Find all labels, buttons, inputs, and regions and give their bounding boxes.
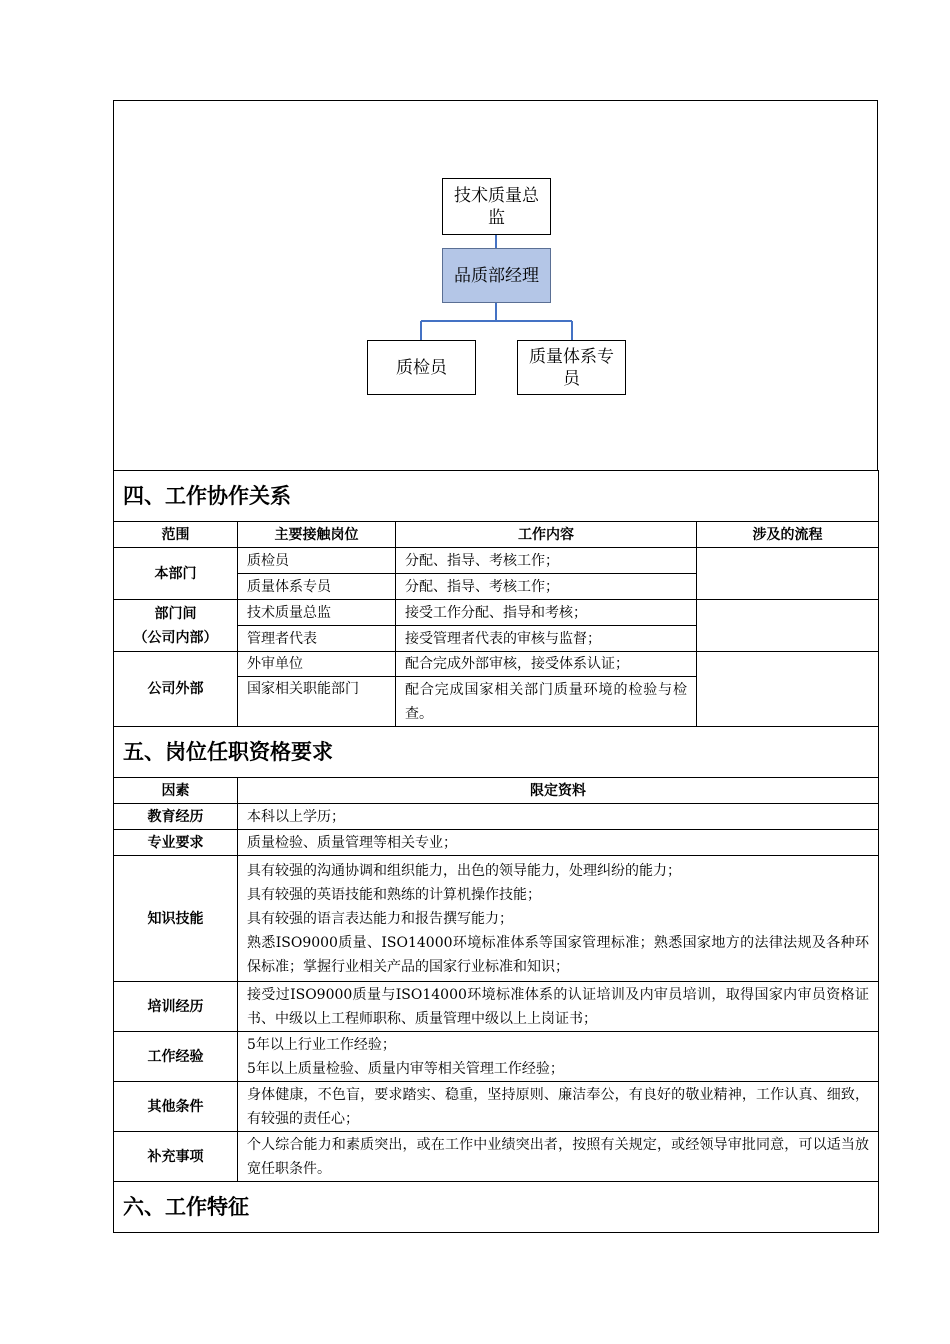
requirement-line: 具有较强的英语技能和熟练的计算机操作技能； [247,886,541,903]
requirement-line: 身体健康，不色盲，要求踏实、稳重，坚持原则、廉洁奉公，有良好的敬业精神，工作认真、细致，有较强的责任心； [247,1086,869,1127]
requirement-cell [238,1082,879,1132]
document [113,100,878,1233]
collaboration-table [113,470,879,727]
factor-label: 培训经历 [114,982,238,1032]
requirement-line: 具有较强的语言表达能力和报告撰写能力； [247,910,513,927]
requirement-line: 熟悉ISO9000质量、ISO14000环境标准体系等国家管理标准；熟悉国家地方的法律法规及各种环保标准；掌握行业相关产品的国家行业标准和知识； [247,934,869,975]
factor-label: 补充事项 [114,1132,238,1182]
section-title-job-features: 六、工作特征 [114,1182,879,1233]
factor-label: 教育经历 [114,804,238,830]
col-header-factor: 因素 [114,778,238,804]
col-header-work-content: 工作内容 [396,522,697,548]
requirement-line: 质量检验、质量管理等相关专业； [247,834,457,851]
requirement-cell [238,1132,879,1182]
scope-label: 本部门 [154,565,197,582]
requirement-cell [238,804,879,830]
org-node-quality-manager: 品质部经理 [442,248,551,303]
requirement-line: 接受过ISO9000质量与ISO14000环境标准体系的认证培训及内审员培训，取得国家内审员资格证书、中级以上工程师职称、质量管理中级以上上岗证书； [247,986,869,1027]
process-cell [697,652,879,727]
work-content-cell: 配合完成国家相关部门质量环境的检验与检查。 [396,677,697,727]
factor-label: 专业要求 [114,830,238,856]
process-cell [697,600,879,652]
col-header-scope: 范围 [114,522,238,548]
scope-cell [114,652,238,727]
col-header-requirement: 限定资料 [238,778,879,804]
org-chart [113,100,878,471]
work-content-cell: 接受工作分配、指导和考核； [396,600,697,626]
process-cell [697,548,879,600]
scope-label: 部门间 [154,605,197,622]
contact-post-cell: 国家相关职能部门 [238,677,396,727]
contact-post-cell: 质量体系专员 [238,574,396,600]
requirement-cell [238,1032,879,1082]
col-header-contact-post: 主要接触岗位 [238,522,396,548]
col-header-process: 涉及的流程 [697,522,879,548]
requirement-cell [238,856,879,982]
factor-label: 其他条件 [114,1082,238,1132]
scope-label: （公司内部） [133,629,218,646]
scope-label: 公司外部 [147,681,204,697]
contact-post-cell: 外审单位 [238,652,396,677]
section-title-qualification: 五、岗位任职资格要求 [114,727,879,778]
requirement-cell [238,830,879,856]
requirement-line: 5年以上行业工作经验； [247,1036,396,1053]
requirement-line: 本科以上学历； [247,808,345,825]
qualification-table [113,726,879,1233]
org-node-tech-quality-director: 技术质量总监 [442,178,551,235]
contact-post-cell: 技术质量总监 [238,600,396,626]
factor-label: 工作经验 [114,1032,238,1082]
requirement-cell [238,982,879,1032]
org-node-inspector: 质检员 [367,340,476,395]
section-title-collaboration: 四、工作协作关系 [114,471,879,522]
requirement-line: 5年以上质量检验、质量内审等相关管理工作经验； [247,1060,564,1077]
scope-cell [114,600,238,652]
contact-post-cell: 管理者代表 [238,626,396,652]
factor-label: 知识技能 [114,856,238,982]
org-node-system-specialist: 质量体系专员 [517,340,626,395]
work-content-cell: 分配、指导、考核工作； [396,548,697,574]
requirement-line: 个人综合能力和素质突出，或在工作中业绩突出者，按照有关规定，或经领导审批同意，可以适当放宽任职条件。 [247,1136,869,1177]
work-content-cell: 接受管理者代表的审核与监督； [396,626,697,652]
scope-cell [114,548,238,600]
contact-post-cell: 质检员 [238,548,396,574]
work-content-cell: 配合完成外部审核，接受体系认证； [396,652,697,677]
work-content-cell: 分配、指导、考核工作； [396,574,697,600]
requirement-line: 具有较强的沟通协调和组织能力，出色的领导能力，处理纠纷的能力； [247,862,681,879]
